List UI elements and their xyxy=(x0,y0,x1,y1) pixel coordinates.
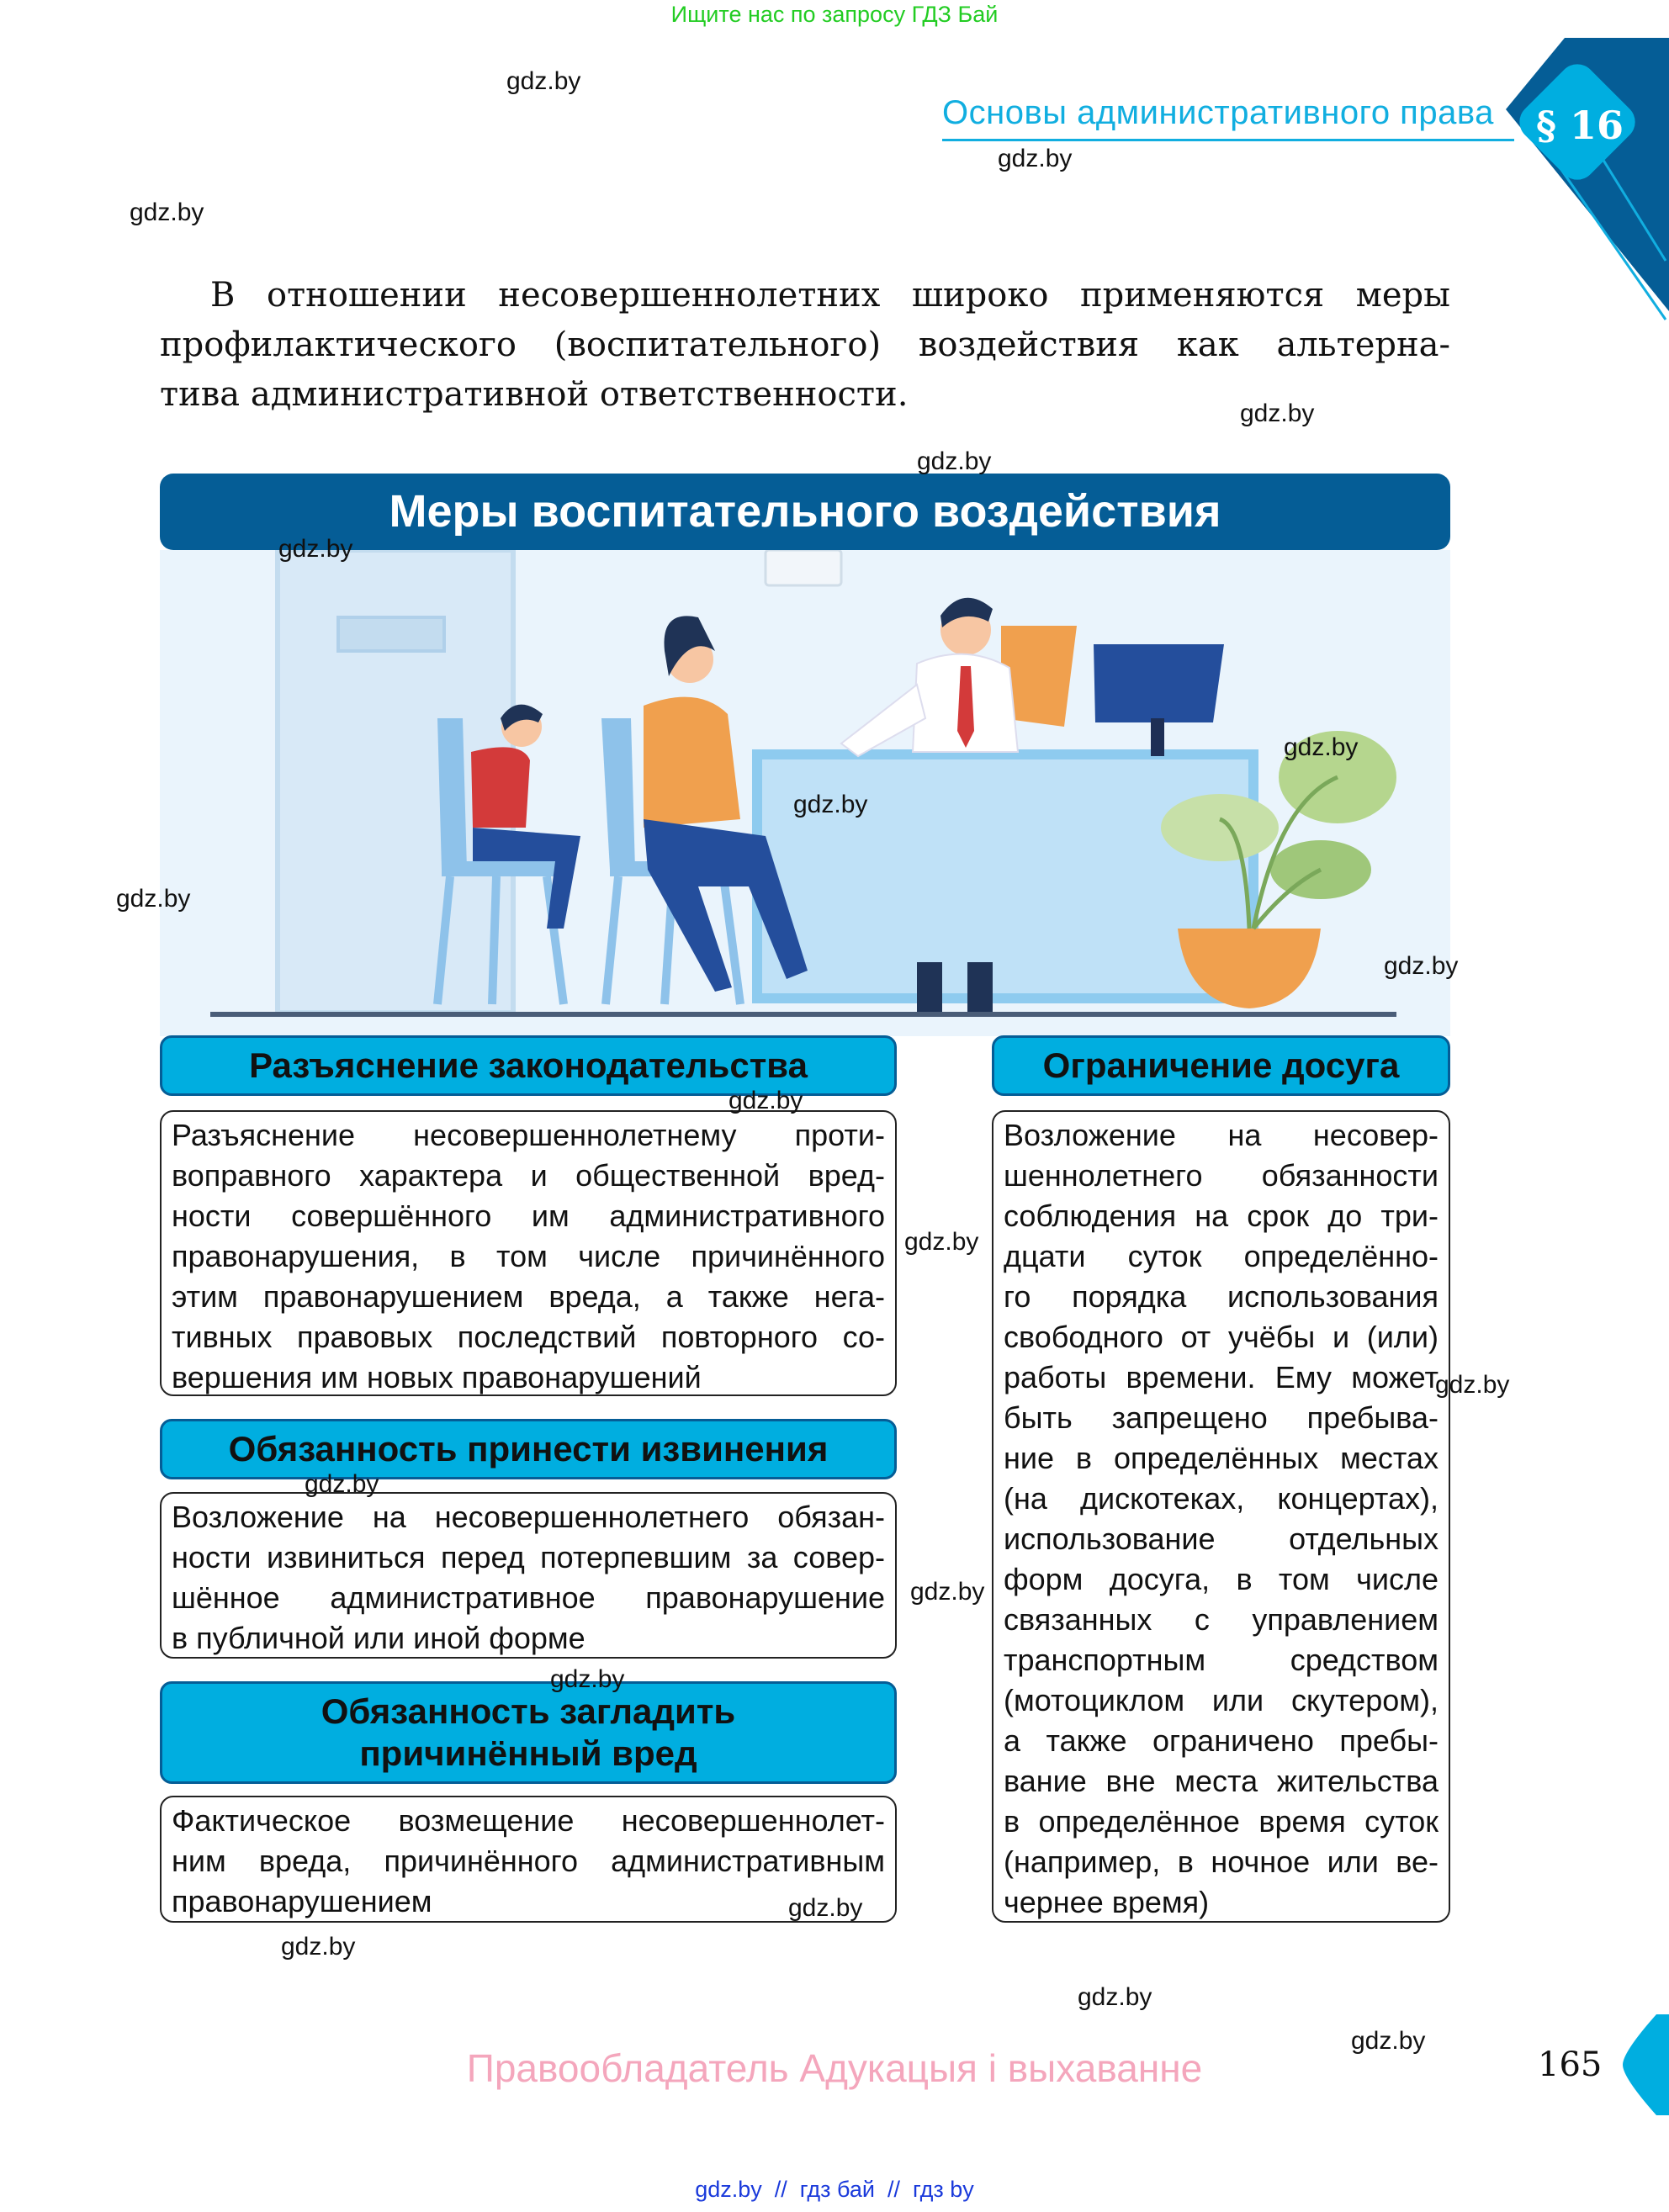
text-line: чернее время) xyxy=(1004,1885,1210,1919)
paragraph-number: § 16 xyxy=(1535,103,1624,148)
copyright-footer: Правообладатель Адукацыя і выхаванне xyxy=(466,2046,1203,2090)
text-line: тивных правовых последствий повторного со- xyxy=(172,1320,885,1354)
intro-line: В отношении несовершеннолетних широко применяются меры xyxy=(210,276,1450,315)
text-line: дцати суток определённо- xyxy=(1004,1239,1439,1273)
intro-line: тива административной ответственности. xyxy=(160,375,909,414)
measure-heading-leisure: Ограничение досуга xyxy=(992,1035,1450,1096)
text-line: а также ограничено пребы- xyxy=(1004,1723,1439,1758)
text-line: работы времени. Ему может xyxy=(1004,1360,1439,1394)
watermark: gdz.by xyxy=(788,1894,863,1922)
text-line: Разъяснение несовершеннолетнему проти- xyxy=(172,1118,885,1152)
watermark: gdz.by xyxy=(793,791,868,818)
text-line: Возложение на несовершеннолетнего обязан- xyxy=(172,1500,885,1534)
text-line: в публичной или иной форме xyxy=(172,1621,585,1655)
text-line: воправного характера и общественной вред- xyxy=(172,1158,885,1193)
watermark: gdz.by xyxy=(998,145,1073,172)
text-line: шённое административное правонарушение xyxy=(172,1580,885,1615)
watermark: gdz.by xyxy=(904,1228,979,1256)
text-line: транспортным средством xyxy=(1004,1643,1439,1677)
text-line: Фактическое возмещение несовершеннолет- xyxy=(172,1803,885,1838)
text-line: этим правонарушением вреда, а также нега- xyxy=(172,1279,885,1314)
watermark: gdz.by xyxy=(910,1578,985,1606)
measure-heading-compensation xyxy=(160,1681,897,1784)
text-line: Возложение на несовер- xyxy=(1004,1118,1439,1152)
heading-line: Обязанность загладить xyxy=(321,1691,736,1731)
measure-description-explanation xyxy=(160,1110,897,1396)
page-number: 165 xyxy=(1538,2045,1603,2084)
text-line: (мотоциклом или скутером), xyxy=(1004,1683,1439,1717)
text-line: (на дискотеках, концертах), xyxy=(1004,1481,1439,1516)
text-line: ности извиниться перед потерпевшим за совер- xyxy=(172,1540,885,1574)
watermark: gdz.by xyxy=(1240,400,1315,427)
text-line: вание вне места жительства xyxy=(1004,1764,1439,1798)
heading-line: причинённый вред xyxy=(359,1733,697,1773)
text-line: правонарушения, в том числе причинённого xyxy=(172,1239,885,1273)
measure-description-compensation xyxy=(160,1796,897,1923)
text-line: форм досуга, в том числе xyxy=(1004,1562,1439,1596)
text-line: свободного от учёбы и (или) xyxy=(1004,1320,1439,1354)
top-note: Ищите нас по запросу ГДЗ Бай xyxy=(670,2,999,27)
paragraph-badge xyxy=(1497,34,1669,336)
measure-description-leisure xyxy=(992,1110,1450,1923)
watermark: gdz.by xyxy=(1284,733,1359,761)
measure-description-apology xyxy=(160,1492,897,1659)
text-line: шеннолетнего обязанности xyxy=(1004,1158,1439,1193)
text-line: соблюдения на срок до три- xyxy=(1004,1199,1439,1233)
section-heading: Меры воспитательного воздействия xyxy=(160,474,1450,550)
site-links[interactable]: gdz.by // гдз бай // гдз by xyxy=(695,2177,974,2202)
text-line: быть запрещено пребыва- xyxy=(1004,1400,1439,1435)
watermark: gdz.by xyxy=(506,67,581,95)
watermark: gdz.by xyxy=(550,1665,625,1693)
text-line: вершения им новых правонарушений xyxy=(172,1360,702,1394)
text-line: ним вреда, причинённого административным xyxy=(172,1844,885,1878)
text-line: правонарушением xyxy=(172,1884,432,1918)
watermark: gdz.by xyxy=(917,447,992,475)
section-underline xyxy=(942,139,1514,141)
watermark: gdz.by xyxy=(1351,2027,1426,2055)
watermark: gdz.by xyxy=(305,1470,379,1498)
text-line: (например, в ночное или ве- xyxy=(1004,1844,1439,1879)
text-line: ние в определённых местах xyxy=(1004,1441,1439,1475)
watermark: gdz.by xyxy=(116,885,191,913)
watermark: gdz.by xyxy=(278,535,353,563)
section-title: Основы административного права xyxy=(942,94,1494,131)
watermark: gdz.by xyxy=(1435,1371,1510,1399)
watermark: gdz.by xyxy=(1078,1983,1152,2011)
watermark: gdz.by xyxy=(281,1933,356,1961)
text-line: в определённое время суток xyxy=(1004,1804,1439,1839)
watermark: gdz.by xyxy=(729,1087,803,1114)
measure-heading-apology: Обязанность принести извинения xyxy=(160,1419,897,1479)
watermark: gdz.by xyxy=(1384,952,1459,980)
text-line: связанных с управлением xyxy=(1004,1602,1439,1637)
intro-paragraph xyxy=(160,271,1450,420)
text-line: использование отдельных xyxy=(1004,1521,1439,1556)
measure-heading-explanation: Разъяснение законодательства xyxy=(160,1035,897,1096)
text-line: го порядка использования xyxy=(1004,1279,1439,1314)
watermark: gdz.by xyxy=(130,198,204,226)
page-tab-marker xyxy=(1623,2014,1669,2115)
text-line: ности совершённого им административного xyxy=(172,1199,885,1233)
intro-line: профилактического (воспитательного) воздействия как альтерна- xyxy=(160,325,1450,364)
